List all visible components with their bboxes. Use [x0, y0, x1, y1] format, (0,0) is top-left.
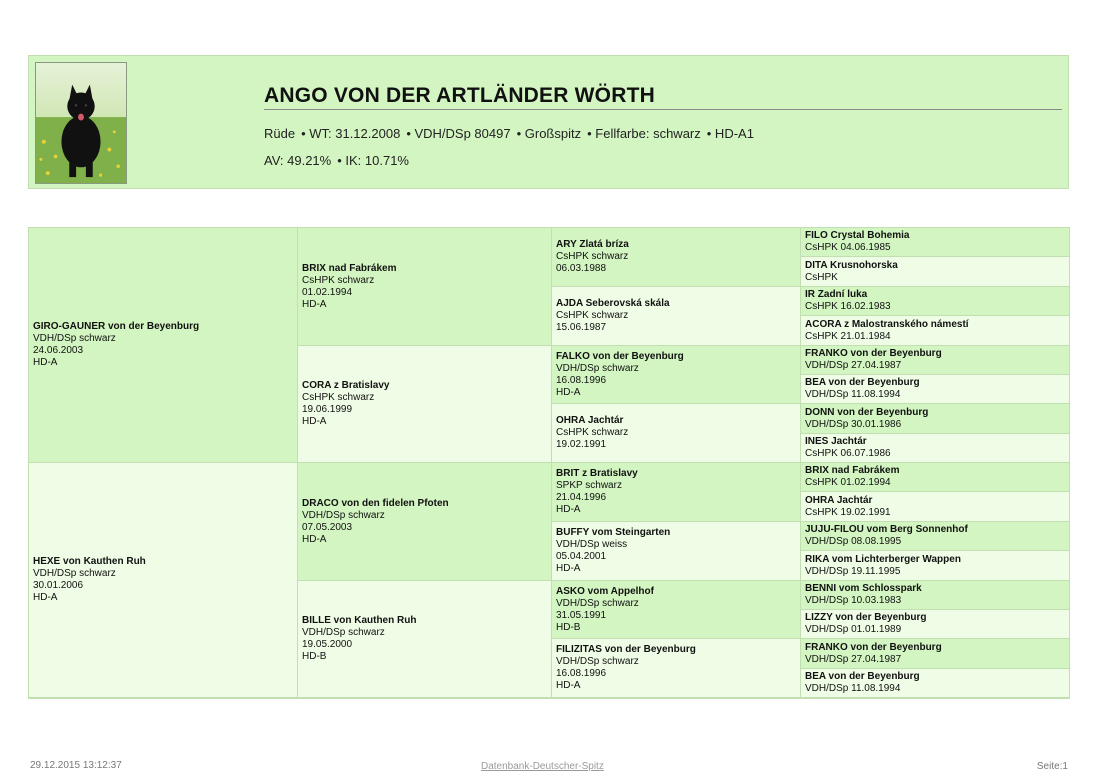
ancestor-date: 01.02.1994: [302, 286, 353, 298]
dog-header: [28, 55, 1069, 189]
coat-color: • Fellfarbe: schwarz: [587, 126, 701, 141]
ancestor-info: CsHPK 19.02.1991: [805, 506, 891, 518]
ancestor-gen4-14[interactable]: [801, 610, 1069, 639]
ancestor-info: VDH/DSp 19.11.1995: [805, 565, 901, 577]
ancestor-info: VDH/DSp 11.08.1994: [805, 389, 901, 400]
ancestor-name: BEA von der Beyenburg: [805, 671, 920, 682]
ancestor-gen3-2[interactable]: [552, 287, 801, 346]
ancestor-hd: HD-A: [556, 386, 581, 398]
ancestor-reg: CsHPK schwarz: [302, 392, 375, 403]
ancestor-gen4-4[interactable]: [801, 316, 1069, 346]
ancestor-name: FILIZITAS von der Beyenburg: [556, 644, 696, 655]
ancestor-reg: CsHPK schwarz: [302, 274, 375, 286]
registration: • VDH/DSp 80497: [406, 126, 511, 141]
sex: Rüde: [264, 126, 296, 141]
ancestor-date: 06.03.1988: [556, 263, 607, 274]
ancestor-name: FILO Crystal Bohemia: [805, 230, 910, 241]
ancestor-gen3-8[interactable]: [552, 639, 801, 698]
ancestor-gen2-3[interactable]: [298, 463, 552, 581]
coefficients: [264, 153, 409, 168]
ancestor-gen3-5[interactable]: [552, 463, 801, 522]
ancestor-info: VDH/DSp 27.04.1987: [805, 653, 902, 665]
ancestor-gen4-15[interactable]: [801, 639, 1069, 669]
ancestor-hd: HD-A: [302, 533, 327, 545]
dog-photo: [35, 62, 127, 184]
ancestor-name: BUFFY vom Steingarten: [556, 527, 671, 538]
ancestor-reg: VDH/DSp schwarz: [33, 568, 116, 579]
ancestor-hd: HD-A: [556, 504, 581, 515]
ancestor-gen3-1[interactable]: [552, 228, 801, 287]
ancestor-date: 31.05.1991: [556, 609, 607, 621]
ancestor-name: HEXE von Kauthen Ruh: [33, 556, 146, 567]
ancestor-info: CsHPK 21.01.1984: [805, 330, 891, 342]
ancestor-name: BILLE von Kauthen Ruh: [302, 615, 417, 626]
ancestor-gen2-1[interactable]: [298, 228, 552, 346]
ancestor-date: 30.01.2006: [33, 580, 84, 591]
ancestor-date: 05.04.2001: [556, 551, 607, 562]
ancestor-name: RIKA vom Lichterberger Wappen: [805, 553, 961, 565]
ancestor-info: CsHPK 01.02.1994: [805, 477, 891, 488]
ancestor-date: 15.06.1987: [556, 322, 607, 333]
ancestor-gen3-6[interactable]: [552, 522, 801, 581]
ancestor-gen4-13[interactable]: [801, 581, 1069, 610]
dog-name: ANGO VON DER ARTLÄNDER WÖRTH: [264, 84, 1062, 110]
ancestor-reg: VDH/DSp schwarz: [33, 333, 116, 344]
ancestor-date: 19.02.1991: [556, 439, 607, 450]
ancestor-name: ARY Zlatá bríza: [556, 239, 629, 250]
ancestor-gen4-7[interactable]: [801, 404, 1069, 434]
ancestor-info: VDH/DSp 10.03.1983: [805, 595, 902, 606]
ancestor-name: BEA von der Beyenburg: [805, 377, 920, 388]
ancestor-reg: VDH/DSp schwarz: [302, 509, 385, 521]
ancestor-name: BRIX nad Fabrákem: [805, 465, 900, 476]
ancestor-reg: VDH/DSp schwarz: [302, 627, 385, 638]
ancestor-gen3-7[interactable]: [552, 581, 801, 639]
ancestor-name: BRIX nad Fabrákem: [302, 262, 397, 274]
ancestor-date: 16.08.1996: [556, 374, 607, 386]
whelp-date: • WT: 31.12.2008: [301, 126, 401, 141]
ancestor-info: CsHPK 06.07.1986: [805, 448, 891, 459]
ancestor-gen1-1[interactable]: [29, 228, 298, 463]
ancestor-info: VDH/DSp 01.01.1989: [805, 624, 902, 635]
ancestor-gen4-3[interactable]: [801, 287, 1069, 316]
ancestor-info: CsHPK 04.06.1985: [805, 242, 891, 253]
ancestor-hd: HD-A: [33, 357, 58, 368]
ancestor-hd: HD-B: [556, 621, 581, 633]
ancestor-reg: CsHPK schwarz: [556, 427, 629, 438]
ancestor-date: 07.05.2003: [302, 521, 353, 533]
ancestor-date: 21.04.1996: [556, 492, 607, 503]
ancestor-gen4-6[interactable]: [801, 375, 1069, 404]
ancestor-gen4-1[interactable]: [801, 228, 1069, 257]
ancestor-hd: HD-A: [556, 680, 581, 691]
ancestor-name: OHRA Jachtár: [556, 415, 624, 426]
ancestor-date: 16.08.1996: [556, 668, 607, 679]
ancestor-gen4-10[interactable]: [801, 492, 1069, 522]
ancestor-name: DITA Krusnohorska: [805, 259, 898, 271]
ancestor-name: DRACO von den fidelen Pfoten: [302, 497, 449, 509]
ancestor-info: VDH/DSp 30.01.1986: [805, 418, 902, 430]
ancestor-name: IR Zadní luka: [805, 289, 868, 300]
database-link[interactable]: Datenbank-Deutscher-Spitz: [481, 761, 604, 772]
breed: • Großspitz: [516, 126, 582, 141]
ancestor-date: 19.05.2000: [302, 639, 353, 650]
ancestor-name: ACORA z Malostranského námestí: [805, 318, 969, 330]
ancestor-gen2-2[interactable]: [298, 346, 552, 463]
ancestor-gen4-8[interactable]: [801, 434, 1069, 463]
ancestor-date: 24.06.2003: [33, 345, 84, 356]
ancestor-name: BENNI vom Schlosspark: [805, 583, 922, 594]
ancestor-name: INES Jachtár: [805, 436, 867, 447]
ancestor-info: VDH/DSp 08.08.1995: [805, 536, 902, 547]
ancestor-name: FRANKO von der Beyenburg: [805, 641, 942, 653]
ancestor-name: JUJU-FILOU vom Berg Sonnenhof: [805, 524, 968, 535]
ancestor-reg: VDH/DSp weiss: [556, 539, 628, 550]
ancestor-name: CORA z Bratislavy: [302, 380, 390, 391]
ik-value: • IK: 10.71%: [337, 153, 409, 168]
ancestor-gen4-12[interactable]: [801, 551, 1069, 581]
ancestor-name: DONN von der Beyenburg: [805, 406, 929, 418]
ancestor-name: FALKO von der Beyenburg: [556, 350, 684, 362]
ancestor-name: FRANKO von der Beyenburg: [805, 348, 942, 359]
ancestor-info: VDH/DSp 27.04.1987: [805, 360, 902, 371]
ancestor-reg: CsHPK schwarz: [556, 251, 629, 262]
print-timestamp: 29.12.2015 13:12:37: [30, 760, 122, 771]
ancestor-name: ASKO vom Appelhof: [556, 585, 654, 597]
ancestor-hd: HD-A: [302, 416, 327, 427]
ancestor-info: CsHPK 16.02.1983: [805, 301, 891, 312]
ancestor-info: CsHPK: [805, 271, 838, 283]
ancestor-hd: HD-B: [302, 651, 327, 662]
av-value: AV: 49.21%: [264, 153, 332, 168]
ancestor-gen1-2[interactable]: [29, 463, 298, 698]
dog-details: [264, 126, 754, 141]
ancestor-info: VDH/DSp 11.08.1994: [805, 683, 901, 694]
ancestor-reg: VDH/DSp schwarz: [556, 597, 639, 609]
ancestor-reg: SPKP schwarz: [556, 480, 622, 491]
ancestor-reg: CsHPK schwarz: [556, 310, 629, 321]
ancestor-reg: VDH/DSp schwarz: [556, 656, 639, 667]
ancestor-name: GIRO-GAUNER von der Beyenburg: [33, 321, 200, 332]
ancestor-gen4-2[interactable]: [801, 257, 1069, 287]
pedigree-table: [28, 227, 1070, 699]
ancestor-date: 19.06.1999: [302, 404, 353, 415]
ancestor-name: BRIT z Bratislavy: [556, 468, 638, 479]
ancestor-reg: VDH/DSp schwarz: [556, 362, 639, 374]
page-number: Seite:1: [1036, 761, 1068, 772]
ancestor-gen2-4[interactable]: [298, 581, 552, 698]
ancestor-gen4-16[interactable]: [801, 669, 1069, 698]
ancestor-hd: HD-A: [33, 592, 58, 603]
ancestor-gen4-5[interactable]: [801, 346, 1069, 375]
ancestor-gen3-4[interactable]: [552, 404, 801, 463]
ancestor-name: OHRA Jachtár: [805, 494, 873, 506]
ancestor-gen4-11[interactable]: [801, 522, 1069, 551]
ancestor-name: AJDA Seberovská skála: [556, 298, 670, 309]
hd-status: • HD-A1: [706, 126, 754, 141]
ancestor-gen3-3[interactable]: [552, 346, 801, 404]
ancestor-hd: HD-A: [556, 563, 581, 574]
ancestor-gen4-9[interactable]: [801, 463, 1069, 492]
ancestor-hd: HD-A: [302, 298, 327, 310]
ancestor-name: LIZZY von der Beyenburg: [805, 612, 927, 623]
